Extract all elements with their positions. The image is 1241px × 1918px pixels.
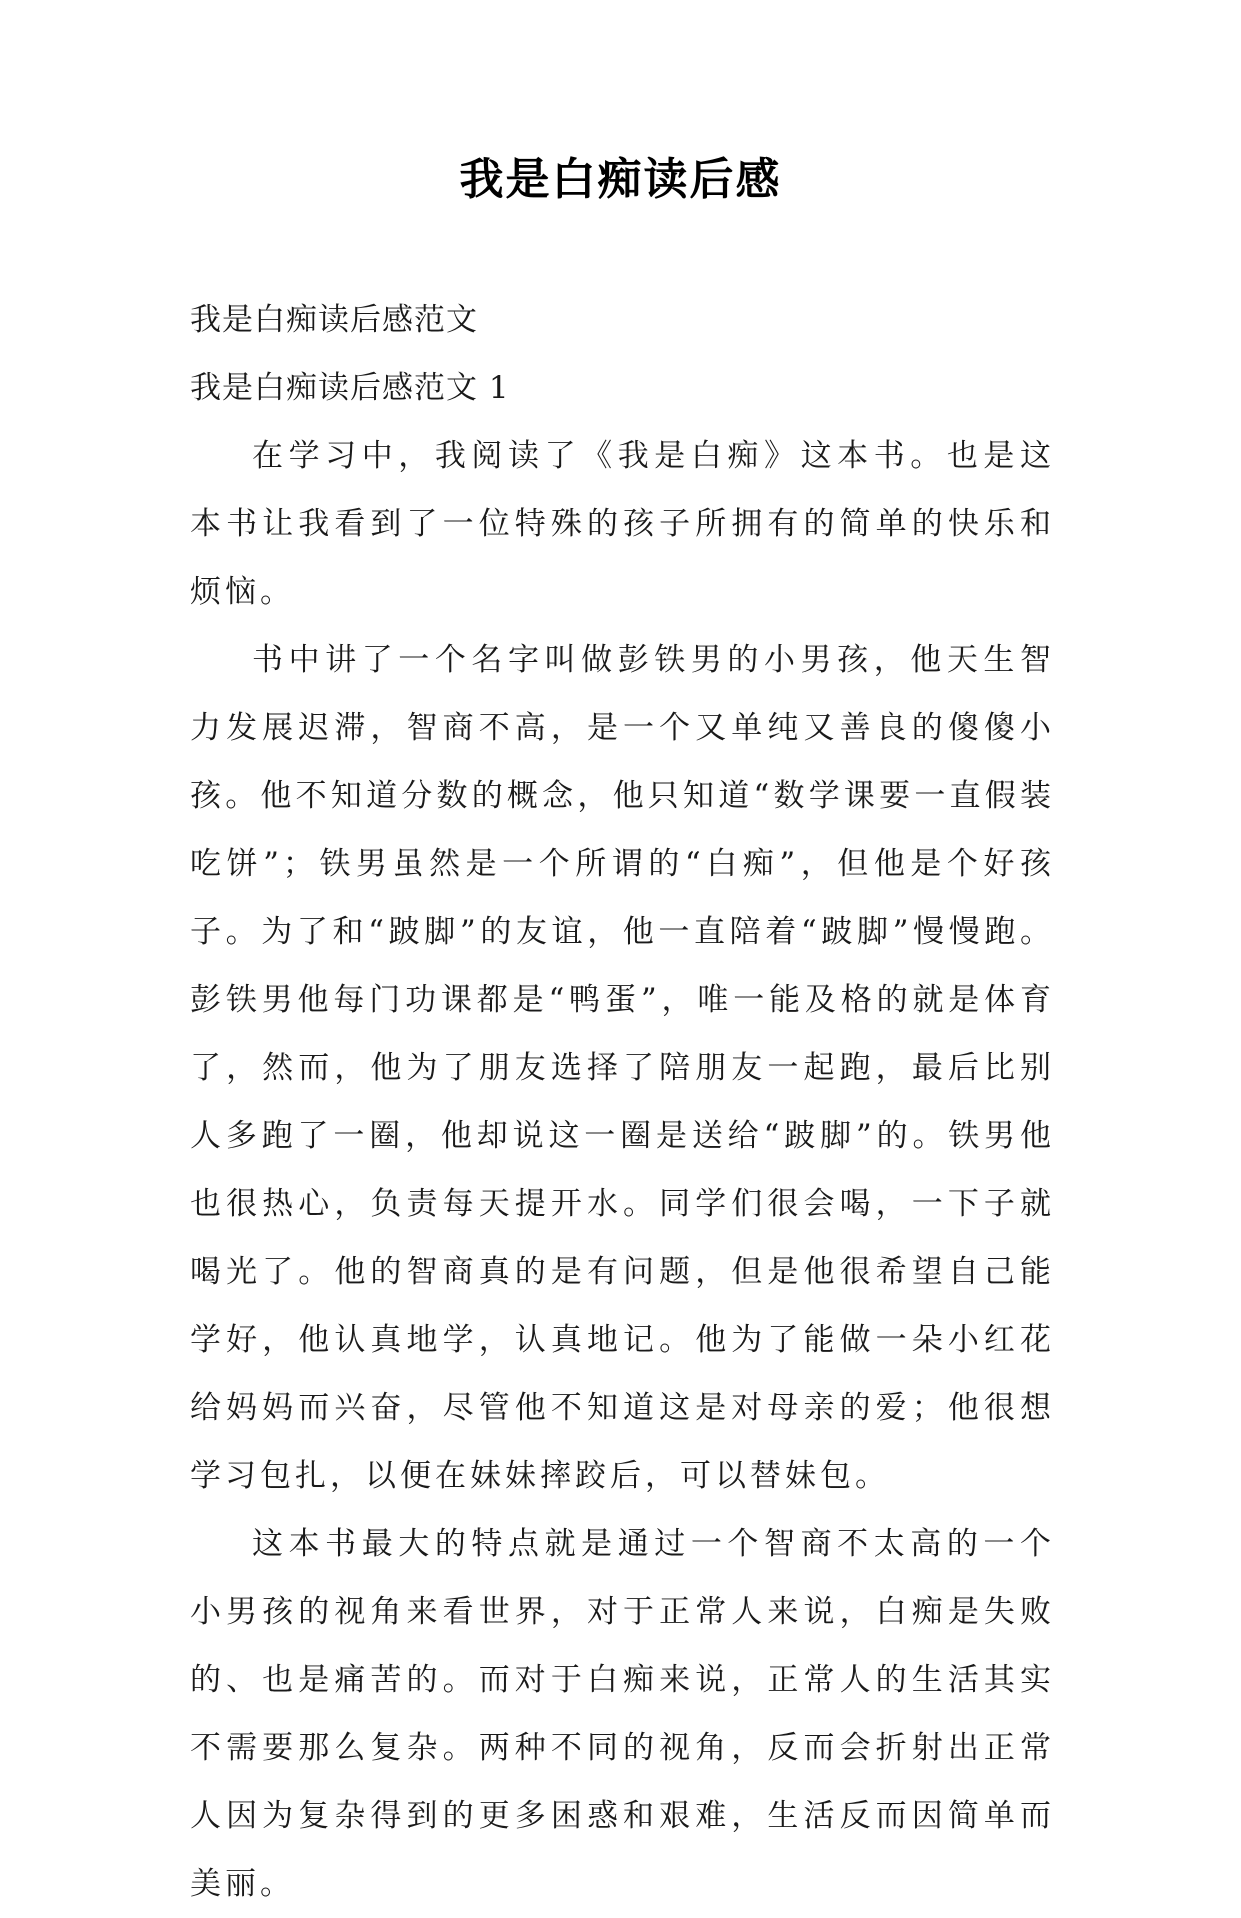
- paragraph-1: 在学习中，我阅读了《我是白痴》这本书。也是这本书让我看到了一位特殊的孩子所拥有的简单的快乐和烦恼。: [190, 438, 1055, 610]
- subtitle-line: 我是白痴读后感范文: [190, 302, 478, 338]
- document-body: [190, 286, 1055, 1918]
- paragraph-2: 书中讲了一个名字叫做彭铁男的小男孩，他天生智力发展迟滞，智商不高，是一个又单纯又善良的傻傻小孩。他不知道分数的概念，他只知道“数学课要一直假装吃饼”；铁男虽然是一个所谓的“白痴”，但他是个好孩子。为了和“跛脚”的友谊，他一直陪着“跛脚”慢慢跑。彭铁男他每门功课都是“鸭蛋”，唯一能及格的就是体育了，然而，他为了朋友选择了陪朋友一起跑，最后比别人多跑了一圈，他却说这一圈是送给“跛脚”的。铁男他也很热心，负责每天提开水。同学们很会喝，一下子就喝光了。他的智商真的是有问题，但是他很希望自己能学好，他认真地学，认真地记。他为了能做一朵小红花给妈妈而兴奋，尽管他不知道这是对母亲的爱；他很想学习包扎，以便在妹妹摔跤后，可以替妹包。: [190, 642, 1055, 1494]
- document-title: 我是白痴读后感: [459, 154, 782, 205]
- section-heading: 我是白痴读后感范文 1: [190, 370, 510, 406]
- paragraph-3: 这本书最大的特点就是通过一个智商不太高的一个小男孩的视角来看世界，对于正常人来说，白痴是失败的、也是痛苦的。而对于白痴来说，正常人的生活其实不需要那么复杂。两种不同的视角，反而会折射出正常人因为复杂得到的更多困惑和艰难，生活反而因简单而美丽。: [190, 1526, 1055, 1902]
